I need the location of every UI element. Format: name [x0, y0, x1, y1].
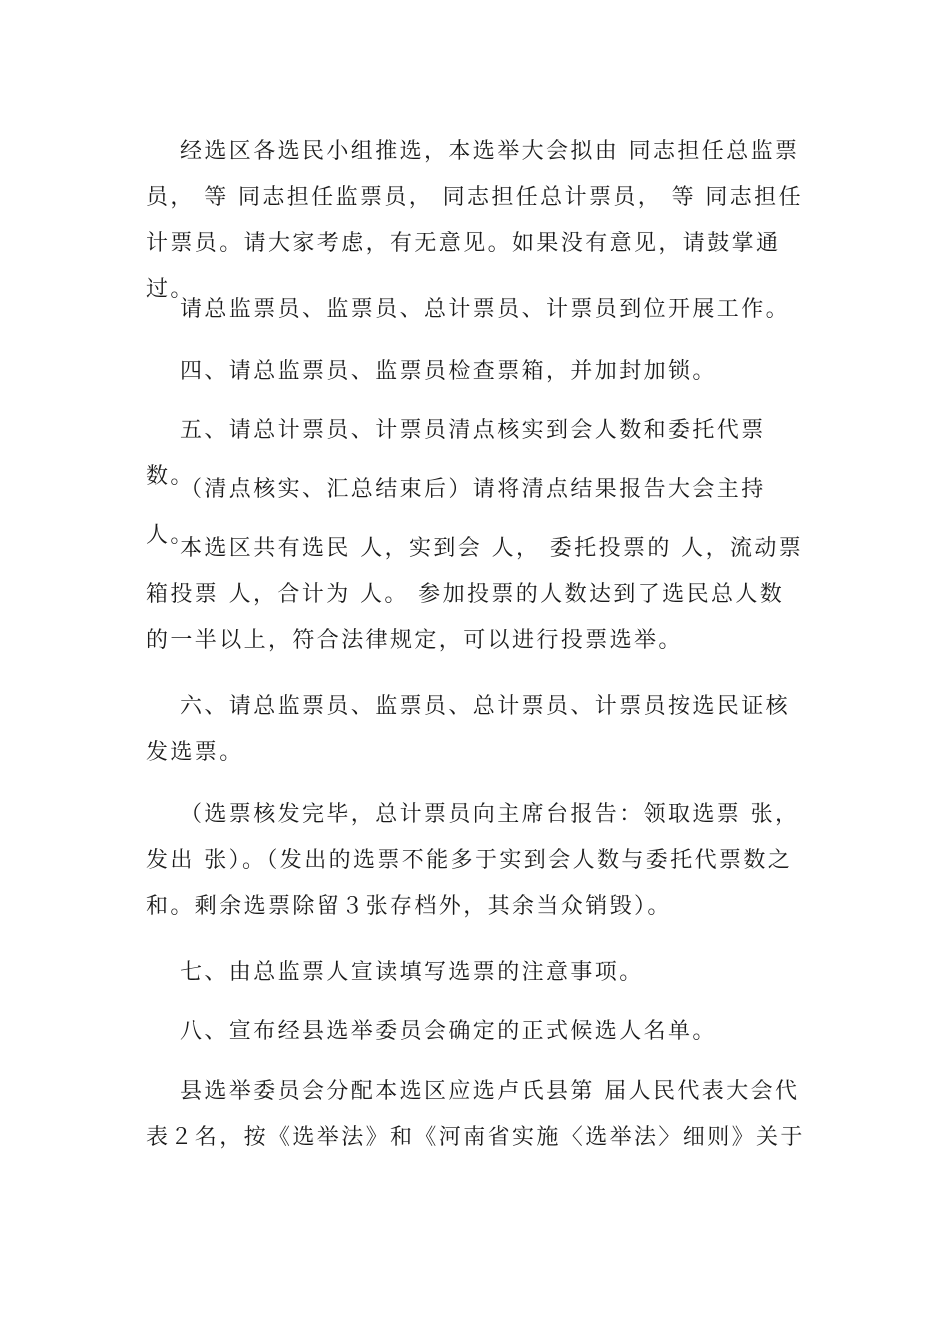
paragraph-7: 六、请总监票员、监票员、总计票员、计票员按选民证核发选票。	[146, 694, 791, 765]
paragraph-8: （选票核发完毕，总计票员向主席台报告：领取选票 张，发出 张）。（发出的选票不能多于实到会人数与委托代票数之和。剩余选票除留３张存档外，其余当众销毁）。	[146, 802, 800, 919]
paragraph-11: 县选举委员会分配本选区应选卢氏县第 届人民代表大会代表２名，按《选举法》和《河南省实施〈选举法〉细则》关于	[146, 1079, 805, 1150]
paragraph-10: 八、宣布经县选举委员会确定的正式候选人名单。	[180, 1019, 717, 1044]
paragraph-1: 经选区各选民小组推选，本选举大会拟由 同志担任总监票员， 等 同志担任监票员， 同志担任总计票员， 等 同志担任计票员。请大家考虑，有无意见。如果没有意见，请鼓掌通过。	[146, 139, 803, 302]
paragraph-3: 四、请总监票员、监票员检查票箱，并加封加锁。	[180, 359, 717, 384]
paragraph-5: （清点核实、汇总结束后）请将清点结果报告大会主持人。	[146, 477, 766, 548]
paragraph-2: 请总监票员、监票员、总计票员、计票员到位开展工作。	[180, 297, 791, 322]
paragraph-4: 五、请总计票员、计票员清点核实到会人数和委托代票数。	[146, 418, 766, 489]
paragraph-6: 本选区共有选民 人，实到会 人， 委托投票的 人，流动票箱投票 人，合计为 人。 参加投票的人数达到了选民总人数的一半以上，符合法律规定，可以进行投票选举。	[146, 536, 804, 653]
paragraph-9: 七、由总监票人宣读填写选票的注意事项。	[180, 960, 644, 985]
